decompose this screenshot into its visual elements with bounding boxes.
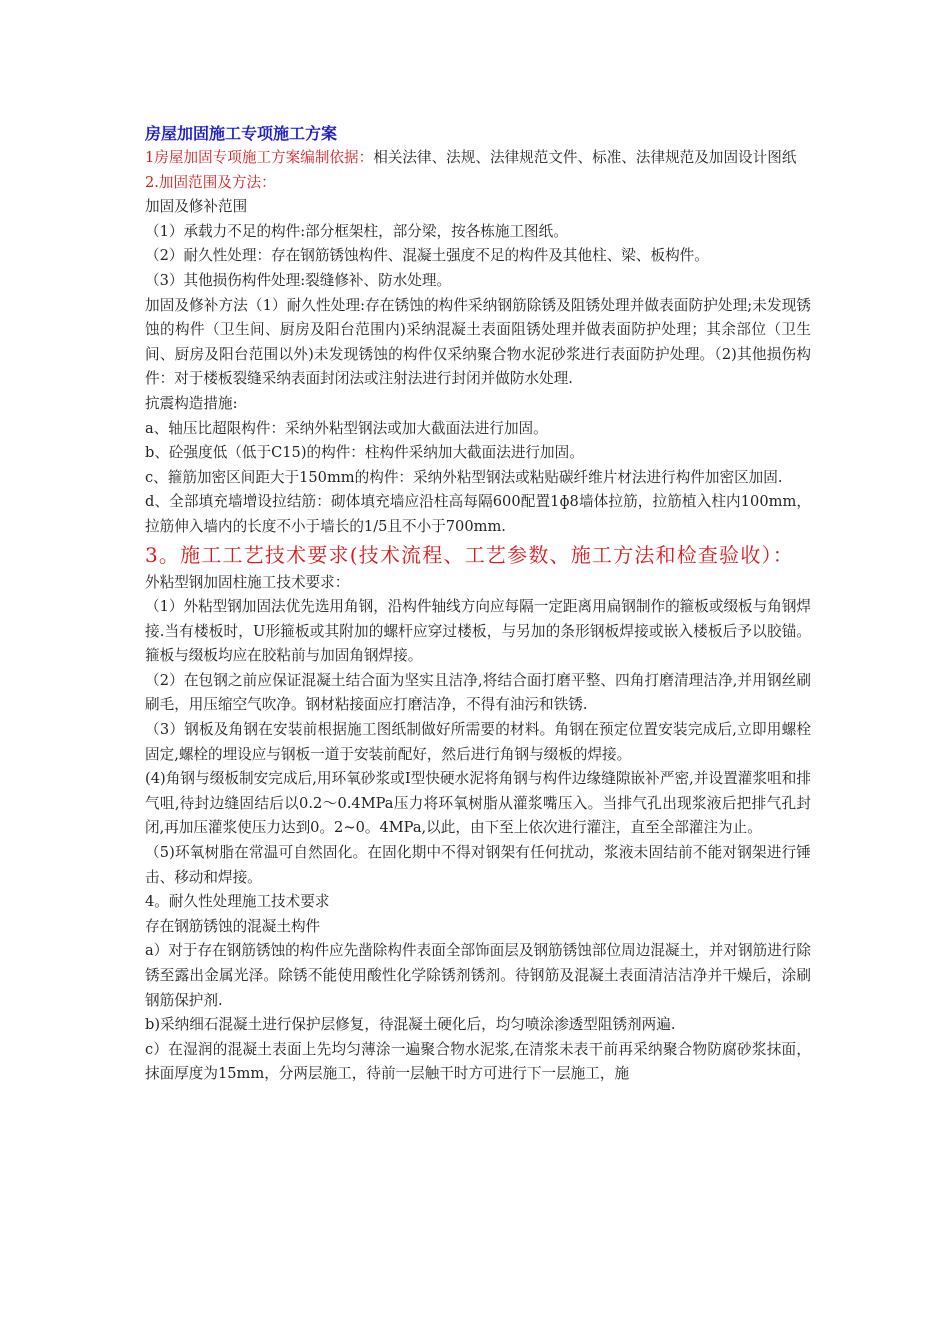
steel-item: （2）在包钢之前应保证混凝土结合面为坚实且洁净,将结合面打磨平整、四角打磨清理洁净,并用钢丝刷刷毛，用压缩空气吹净。钢材粘接面应打磨洁净，不得有油污和铁锈. [145, 671, 811, 714]
scope-item: （1）承载力不足的构件:部分框架柱，部分梁，按各栋施工图纸。 [145, 222, 568, 240]
basis-label: 1房屋加固专项施工方案编制依据： [145, 149, 374, 166]
seismic-heading: 抗震构造措施: [145, 394, 238, 412]
method-paragraph: 加固及修补方法（1）耐久性处理:存在锈蚀的构件采纳钢筋除锈及阻锈处理并做表面防护处理;未发现锈蚀的构件（卫生间、厨房及阳台范围内)采纳混凝土表面阻锈处理并做表面防护处理；其余部位（卫生间、厨房及阳台范围以外)未发现锈蚀的构件仅采纳聚合物水泥砂浆进行表面防护处理。（2)其他损伤构件：对于楼板裂缝采纳表面封闭法或注射法进行封闭并做防水处理. [145, 296, 811, 388]
basis-text: 相关法律、法规、法律规范文件、标准、法律规范及加固设计图纸 [373, 149, 797, 166]
seismic-item: a、轴压比超限构件：采纳外粘型钢法或加大截面法进行加固。 [145, 419, 548, 437]
steel-item: （3）钢板及角钢在安装前根据施工图纸制做好所需要的材料。角钢在预定位置安装完成后,立即用螺栓固定,螺栓的埋设应与钢板一道于安装前配好，然后进行角钢与缀板的焊接。 [145, 721, 811, 763]
durability-item: c）在湿润的混凝土表面上先均匀薄涂一遍聚合物水泥浆,在清浆未表干前再采纳聚合物防腐砂浆抹面，抹面厚度为15mm，分两层施工，待前一层触干时方可进行下一层施工，施 [145, 1040, 811, 1083]
steel-item: (4)角钢与缀板制安完成后,用环氧砂浆或I型快硬水泥将角钢与构件边缘缝隙嵌补严密,并设置灌浆咀和排气咀,待封边缝固结后以0.2～0.4MPa压力将环氧树脂从灌浆嘴压入。当排气孔出现浆液后把排气孔封闭,再加压灌浆使压力达到0。2~0。4MPa,以此，由下至上依次进行灌注，直至全部灌注为止。 [145, 770, 811, 837]
scope-heading: 2.加固范围及方法： [145, 173, 276, 191]
seismic-item: b、砼强度低（低于C15)的构件：柱构件采纳加大截面法进行加固。 [145, 444, 584, 462]
steel-subheading: 外粘型钢加固柱施工技术要求： [145, 573, 350, 591]
scope-subheading: 加固及修补范围 [145, 198, 248, 216]
document-title: 房屋加固施工专项施工方案 [145, 124, 338, 143]
durability-item: a）对于存在钢筋锈蚀的构件应先凿除构件表面全部饰面层及钢筋锈蚀部位周边混凝土，并对钢筋进行除锈至露出金属光泽。除锈不能使用酸性化学除锈剂锈剂。待钢筋及混凝土表面清洁洁净并干燥后，涂刷钢筋保护剂. [145, 942, 811, 1009]
seismic-item: c、箍筋加密区间距大于150mm的构件：采纳外粘型钢法或粘贴碳纤维片材法进行构件加密区加固. [145, 468, 783, 486]
steel-item: （1）外粘型钢加固法优先选用角钢，沿构件轴线方向应每隔一定距离用扁钢制作的箍板或缀板与角钢焊接.当有楼板时，U形箍板或其附加的螺杆应穿过楼板，与另加的条形钢板焊接或嵌入楼板后予以胶锚。箍板与缀板均应在胶粘前与加固角钢焊接。 [145, 598, 812, 665]
steel-item: （5)环氧树脂在常温可自然固化。在固化期中不得对钢架有任何扰动，浆液未固结前不能对钢架进行锤击、移动和焊接。 [145, 844, 811, 886]
durability-subheading: 存在钢筋锈蚀的混凝土构件 [145, 917, 321, 935]
document-page [145, 122, 811, 1087]
basis-paragraph [145, 146, 811, 171]
section4-heading: 4。耐久性处理施工技术要求 [145, 893, 330, 911]
scope-item: （3）其他损伤构件处理:裂缝修补、防水处理。 [145, 271, 452, 289]
durability-item: b)采纳细石混凝土进行保护层修复，待混凝土硬化后，均匀喷涂渗透型阻锈剂两遍. [145, 1016, 676, 1034]
seismic-item: d、全部填充墙增设拉结筋：砌体填充墙应沿柱高每隔600配置1ɸ8墙体拉筋，拉筋植入柱内100mm，拉筋伸入墙内的长度不小于墙长的1/5且不小于700mm. [145, 493, 811, 535]
section3-heading: 3。施工工艺技术要求(技术流程、工艺参数、施工方法和检查验收）： [145, 542, 794, 567]
scope-item: （2）耐久性处理：存在钢筋锈蚀构件、混凝土强度不足的构件及其他柱、梁、板构件。 [145, 247, 709, 265]
